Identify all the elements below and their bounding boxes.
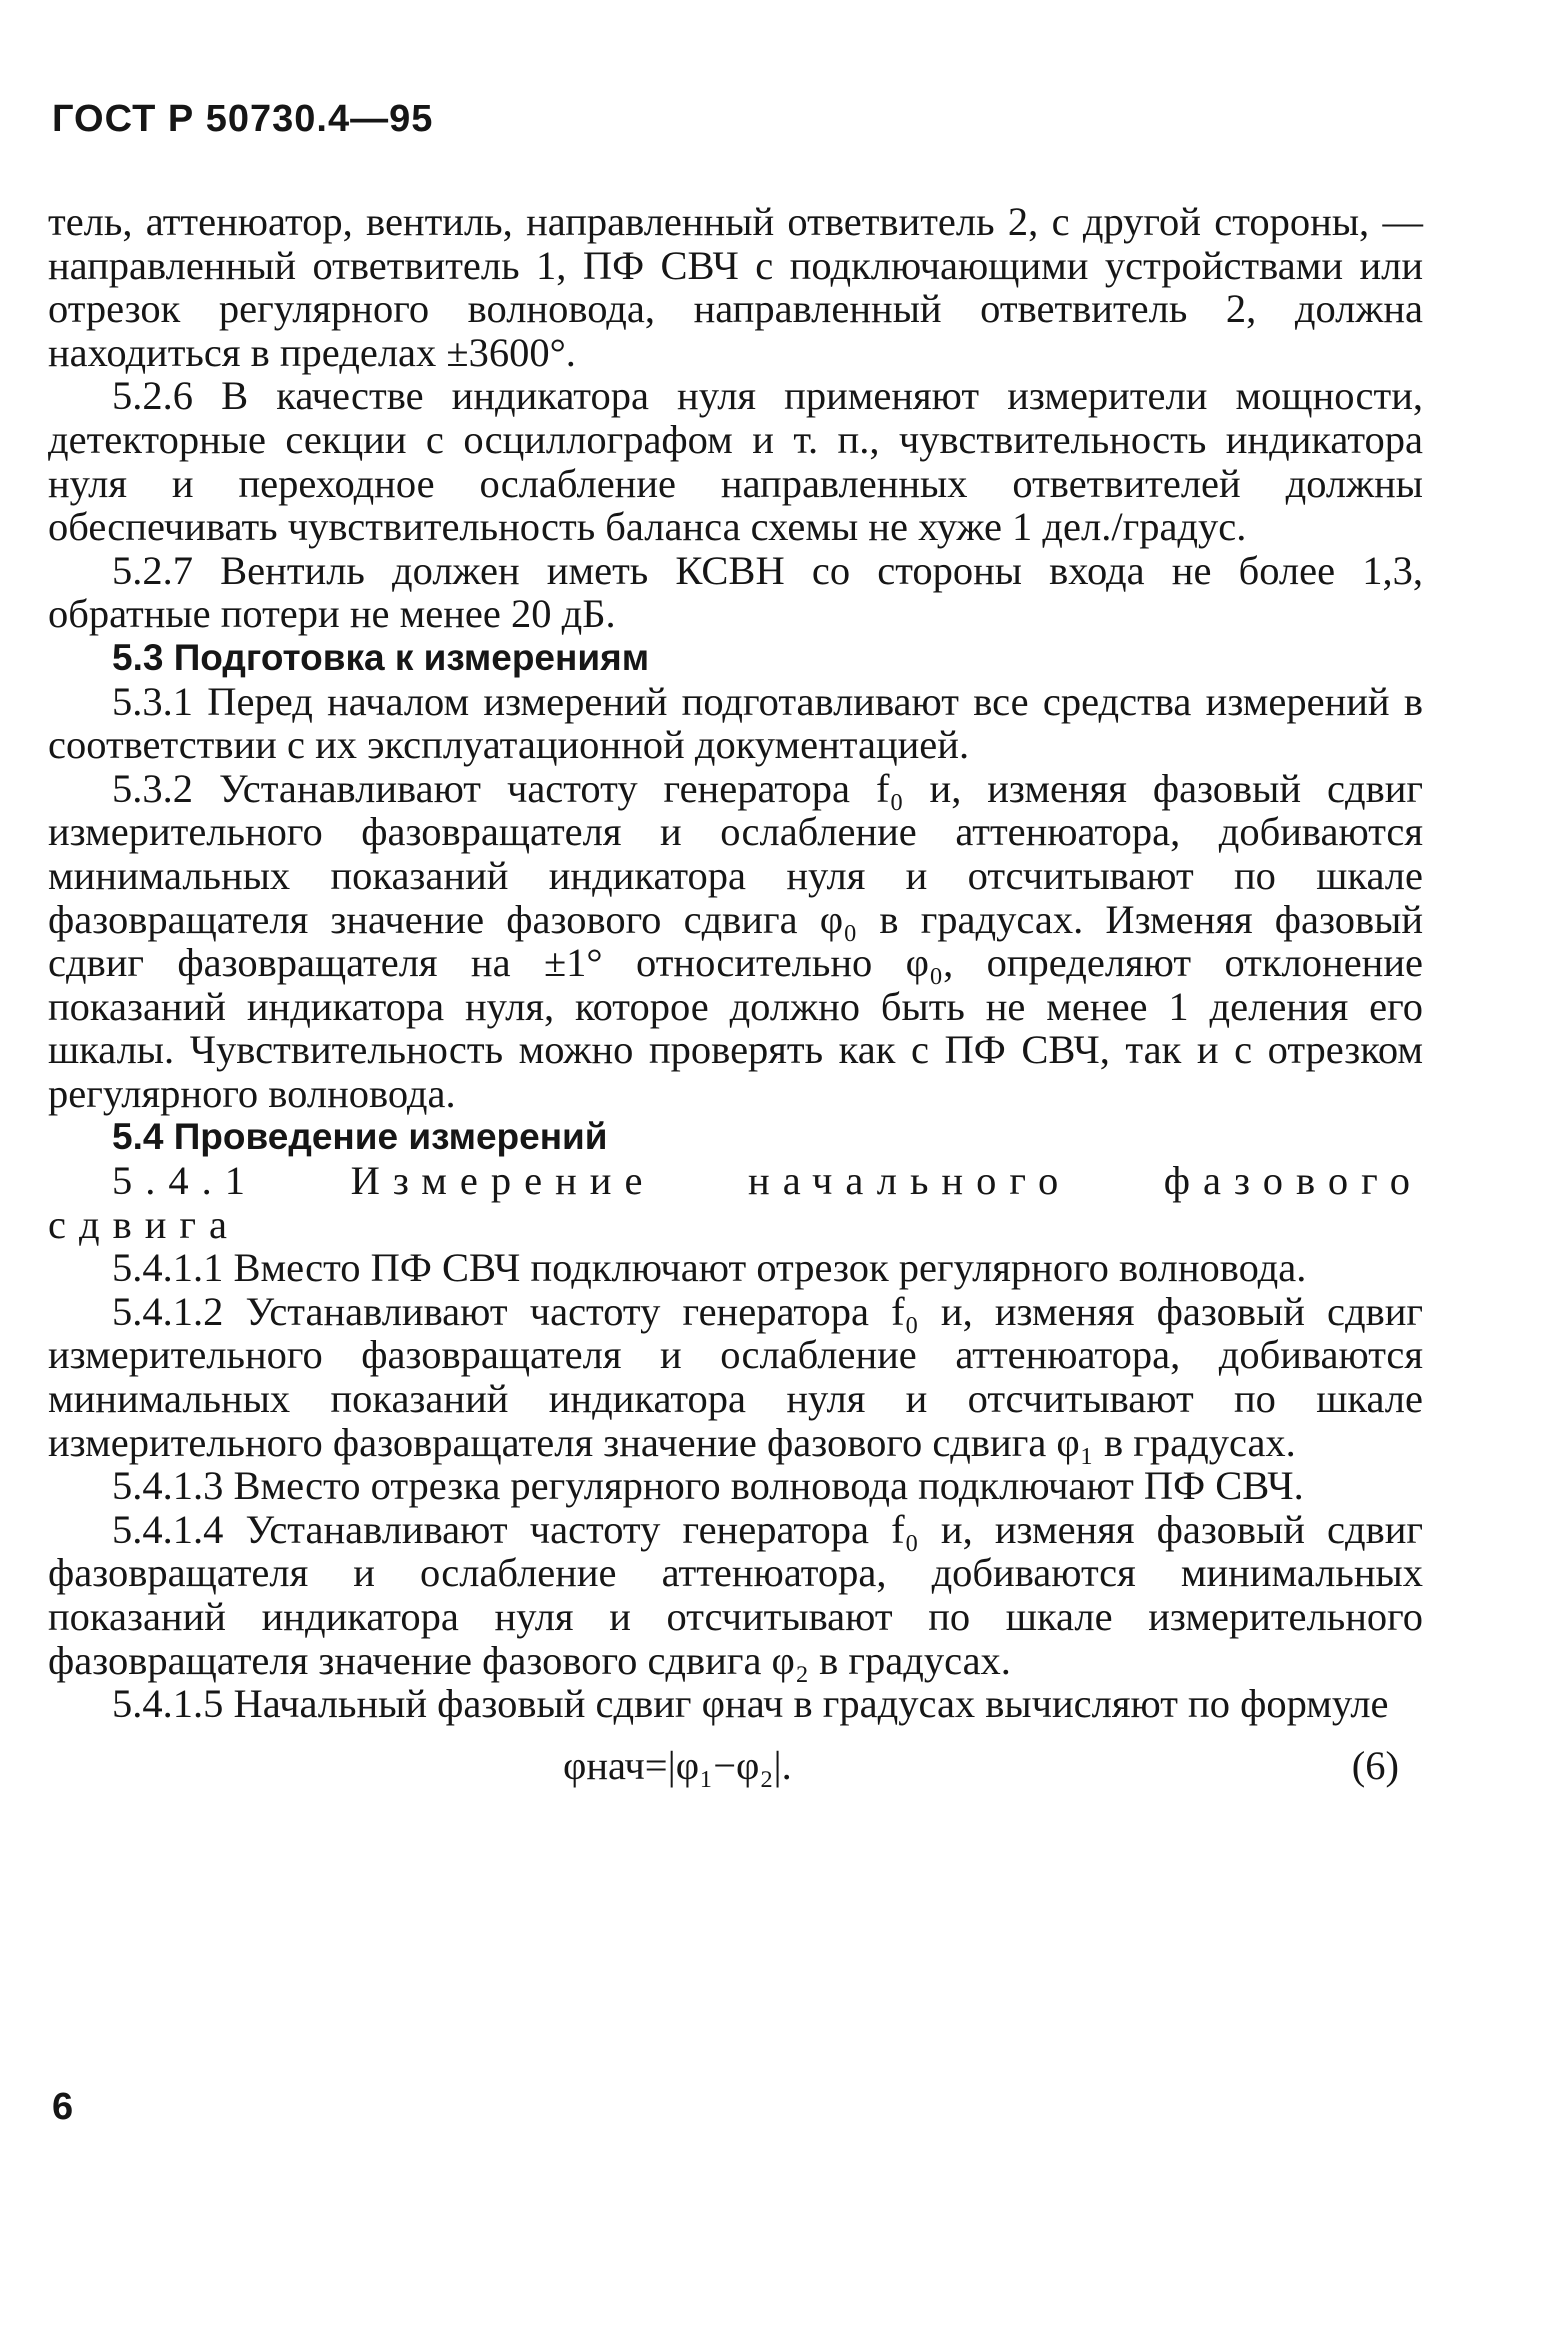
section-heading-5-3: 5.3 Подготовка к измерениям [112, 636, 650, 678]
document-body [48, 200, 1423, 1794]
subsection-heading-5-4-1: 5.4.1 Измерение начального фазового сдвига [48, 1158, 1423, 1247]
document-header: ГОСТ Р 50730.4—95 [52, 98, 434, 140]
formula-6 [48, 1730, 1423, 1794]
paragraph-5-3-1: 5.3.1 Перед началом измерений подготавливают все средства измерений в соответствии с их эксплуатационной документацией. [48, 678, 1423, 768]
section-heading-5-4: 5.4 Проведение измерений [112, 1116, 608, 1158]
formula-expression: φнач=|φ₁−φ₂|. [563, 1742, 792, 1788]
paragraph-5-4-1-1: 5.4.1.1 Вместо ПФ СВЧ подключают отрезок регулярного волновода. [112, 1245, 1307, 1291]
paragraph-continuation: тель, аттенюатор, вентиль, направленный ответвитель 2, с другой стороны, — направленный ответвитель 1, ПФ СВЧ с подключающими устройствами или отрезок регулярного волновода, направленный ответвитель 2, должна находиться в пределах ±3600°. [48, 199, 1423, 375]
formula-number: (6) [1351, 1742, 1399, 1788]
paragraph-5-4-1-3: 5.4.1.3 Вместо отрезка регулярного волновода подключают ПФ СВЧ. [112, 1463, 1304, 1509]
paragraph-5-4-1-4: 5.4.1.4 Устанавливают частоту генератора f₀ и, изменяя фазовый сдвиг фазовращателя и ослабление аттенюатора, добиваются минимальных показаний индикатора нуля и отсчитывают по шкале измерительного фазовращателя значение фазового сдвига φ₂ в градусах. [48, 1506, 1423, 1683]
paragraph-5-4-1-5: 5.4.1.5 Начальный фазовый сдвиг φнач в градусах вычисляют по формуле [112, 1681, 1389, 1727]
paragraph-5-2-6: 5.2.6 В качестве индикатора нуля применяют измерители мощности, детекторные секции с осциллографом и т. п., чувствительность индикатора нуля и переходное ослабление направленных ответвителей должны обеспечивать чувствительность баланса схемы не хуже 1 дел./градус. [48, 373, 1423, 550]
paragraph-5-3-2: 5.3.2 Устанавливают частоту генератора f₀ и, изменяя фазовый сдвиг измерительного фазовращателя и ослабление аттенюатора, добиваются минимальных показаний индикатора нуля и отсчитывают по шкале фазовращателя значение фазового сдвига φ₀ в градусах. Изменяя фазовый сдвиг фазовращателя на ±1° относительно φ₀, определяют отклонение показаний индикатора нуля, которое должно быть не менее 1 деления его шкалы. Чувствительность можно проверять как с ПФ СВЧ, так и с отрезком регулярного волновода. [48, 765, 1423, 1116]
paragraph-5-2-7: 5.2.7 Вентиль должен иметь КСВН со стороны входа не более 1,3, обратные потери не менее 20 дБ. [48, 547, 1423, 637]
paragraph-5-4-1-2: 5.4.1.2 Устанавливают частоту генератора f₀ и, изменяя фазовый сдвиг измерительного фазовращателя и ослабление аттенюатора, добиваются минимальных показаний индикатора нуля и отсчитывают по шкале измерительного фазовращателя значение фазового сдвига φ₁ в градусах. [48, 1288, 1423, 1465]
page-number: 6 [52, 2086, 74, 2128]
